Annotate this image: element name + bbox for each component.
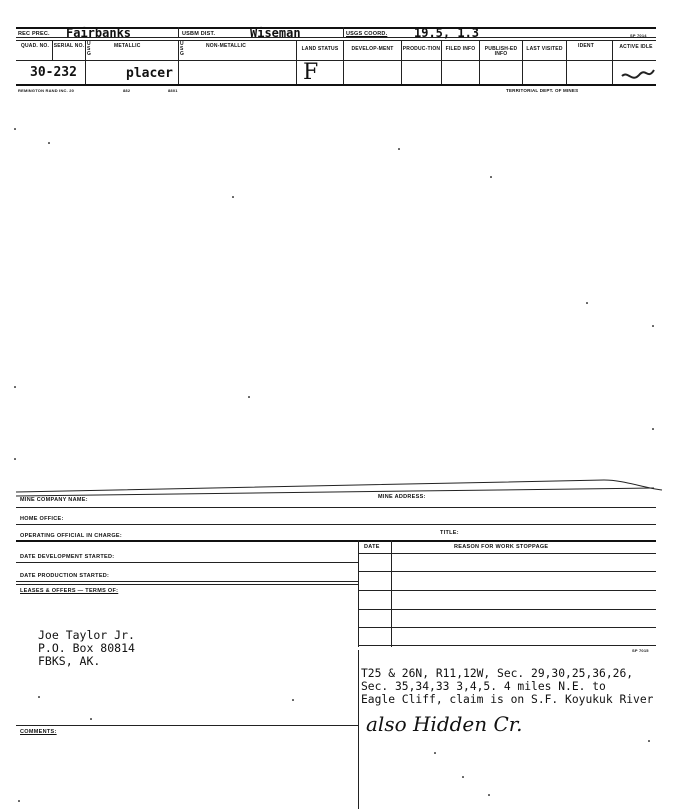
header-bottom-rule xyxy=(16,84,656,86)
col-usg-metallic: U S G xyxy=(87,41,92,57)
rule xyxy=(16,524,656,525)
date-production-label: DATE PRODUCTION STARTED: xyxy=(20,573,110,579)
location-line: Eagle Cliff, claim is on S.F. Koyukuk River xyxy=(361,693,654,706)
handwritten-note: also Hidden Cr. xyxy=(366,712,523,736)
divider xyxy=(358,650,359,809)
divider xyxy=(85,40,86,84)
col-last-visited: LAST VISITED xyxy=(526,46,563,52)
rule xyxy=(16,584,358,585)
header-row-rule xyxy=(16,60,656,61)
col-usg-nonmetallic: U S G xyxy=(180,41,185,57)
scan-speck xyxy=(90,718,92,720)
quad-serial-value: 30-232 xyxy=(30,65,77,80)
scan-speck xyxy=(14,458,16,460)
printer-code-a: 882 xyxy=(123,88,131,93)
scan-speck xyxy=(586,302,588,304)
rule xyxy=(358,553,656,554)
rule xyxy=(16,507,656,508)
scan-speck xyxy=(232,196,234,198)
card-top-edge xyxy=(14,474,664,498)
divider xyxy=(178,27,179,37)
col-quad-no: QUAD. NO. xyxy=(20,43,50,49)
scan-speck xyxy=(490,176,492,178)
divider xyxy=(358,540,359,647)
scan-speck xyxy=(38,696,40,698)
rule xyxy=(16,581,358,582)
usgs-coord-label: USGS COORD. xyxy=(346,31,388,37)
divider xyxy=(178,40,179,84)
rule xyxy=(16,725,358,726)
divider xyxy=(52,40,53,60)
header-mid-rule-2 xyxy=(16,40,656,41)
divider xyxy=(566,40,567,84)
scan-speck xyxy=(648,740,650,742)
rec-prec-value: Fairbanks xyxy=(66,26,132,40)
col-production: PRODUC-TION xyxy=(402,46,441,52)
operating-official-label: OPERATING OFFICIAL IN CHARGE: xyxy=(20,533,122,539)
rec-prec-label: REC PREC. xyxy=(18,31,50,37)
lessee-line: P.O. Box 80814 xyxy=(38,641,135,655)
rule xyxy=(358,609,656,610)
col-land-status: LAND STATUS xyxy=(301,46,339,52)
date-development-label: DATE DEVELOPMENT STARTED: xyxy=(20,554,115,560)
active-idle-scribble-icon xyxy=(618,62,658,84)
usbm-dist-label: USBM DIST. xyxy=(182,31,216,37)
col-metallic: METALLIC xyxy=(114,43,141,49)
home-office-label: HOME OFFICE: xyxy=(20,516,64,522)
scan-speck xyxy=(398,148,400,150)
rule xyxy=(358,571,656,572)
rule xyxy=(16,540,656,542)
scan-speck xyxy=(48,142,50,144)
leases-label: LEASES & OFFERS — TERMS OF: xyxy=(20,588,119,594)
scan-speck xyxy=(248,396,250,398)
col-filed-info: FILED INFO xyxy=(445,46,476,52)
col-development: DEVELOP-MENT xyxy=(351,46,394,52)
scan-speck xyxy=(652,325,654,327)
lessee-line: Joe Taylor Jr. xyxy=(38,628,135,642)
scan-speck xyxy=(488,794,490,796)
rule xyxy=(358,645,656,646)
lessee-block xyxy=(38,629,135,668)
location-line: Sec. 35,34,33 3,4,5. 4 miles N.E. to xyxy=(361,680,606,693)
divider xyxy=(343,27,344,37)
date-col-label: DATE xyxy=(364,544,380,550)
department-label: TERRITORIAL DEPT. OF MINES xyxy=(506,88,579,93)
rule xyxy=(358,590,656,591)
col-active-idle: ACTIVE IDLE xyxy=(619,44,653,50)
col-published-info: PUBLISH-ED INFO xyxy=(484,46,518,57)
scan-speck xyxy=(462,776,464,778)
scan-speck xyxy=(14,128,16,130)
scan-speck xyxy=(652,428,654,430)
usgs-coord-value: 19.5, 1.3 xyxy=(414,26,480,40)
scan-speck xyxy=(14,386,16,388)
divider xyxy=(391,540,392,647)
location-line: T25 & 26N, R11,12W, Sec. 29,30,25,36,26, xyxy=(361,667,634,680)
col-ident: IDENT xyxy=(578,43,594,49)
divider xyxy=(612,40,613,84)
scan-speck xyxy=(18,800,20,802)
metallic-value: placer xyxy=(126,66,173,81)
title-label: TITLE: xyxy=(440,530,459,536)
location-note xyxy=(361,667,653,706)
printer-code-b: 8801 xyxy=(168,88,178,93)
mine-address-label: MINE ADDRESS: xyxy=(378,494,426,500)
usbm-dist-value: Wiseman xyxy=(250,26,301,40)
comments-label: COMMENTS: xyxy=(20,729,57,735)
col-serial-no: SERIAL NO. xyxy=(53,43,85,49)
rule xyxy=(358,627,656,628)
form-code-bottom: SP 7015 xyxy=(632,648,649,653)
mine-company-name-label: MINE COMPANY NAME: xyxy=(20,497,88,503)
rule xyxy=(16,562,358,563)
scan-speck xyxy=(434,752,436,754)
printer-label: REMINGTON RAND INC. 20 xyxy=(18,88,75,93)
reason-col-label: REASON FOR WORK STOPPAGE xyxy=(454,544,549,550)
col-non-metallic: NON-METALLIC xyxy=(206,43,247,49)
scan-speck xyxy=(292,699,294,701)
land-status-value: F xyxy=(303,60,319,85)
form-code-top: SP 7014 xyxy=(630,33,647,38)
lessee-line: FBKS, AK. xyxy=(38,654,101,668)
